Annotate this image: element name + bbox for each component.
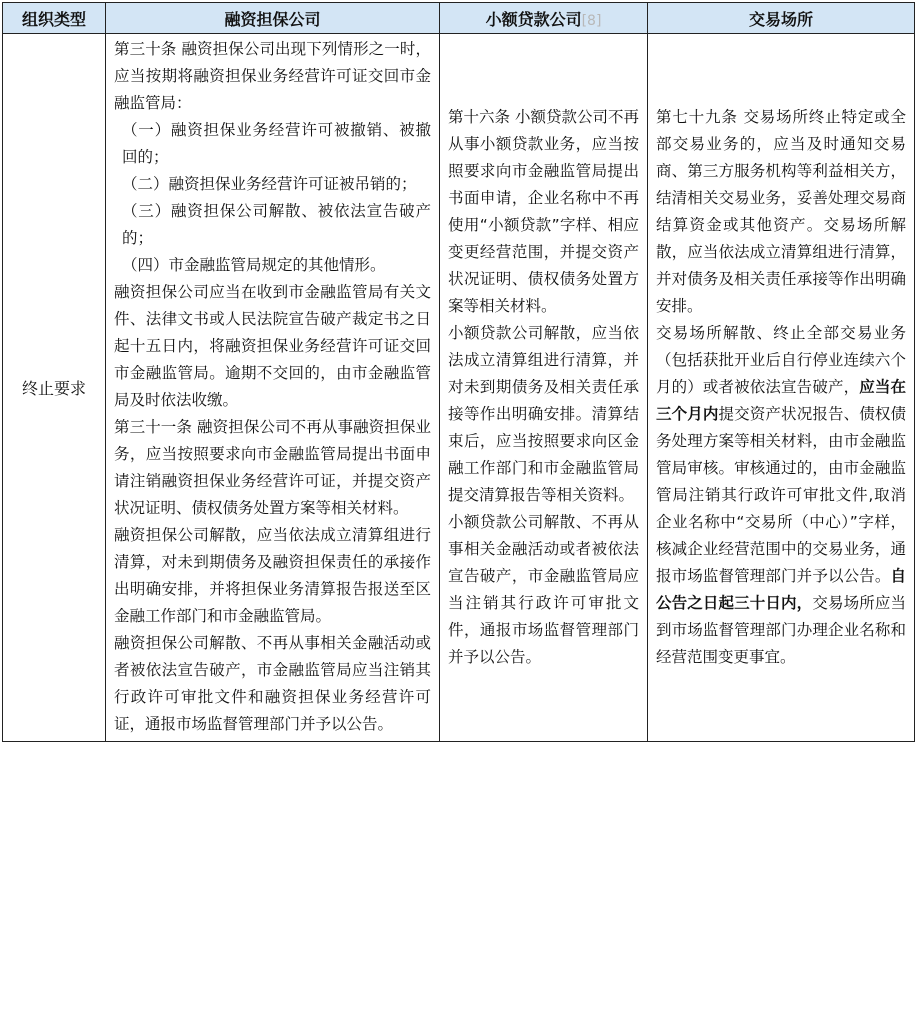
exchange-text-a: 交易场所解散、终止全部交易业务（包括获批开业后自行停业连续六个月的）或者被依法宣告破产， bbox=[656, 323, 906, 396]
termination-requirements-table bbox=[2, 2, 915, 742]
guarantee-revocation: 融资担保公司解散、不再从事相关金融活动或者被依法宣告破产，市金融监管局应当注销其行政许可审批文件和融资担保业务经营许可证，通报市场监督管理部门并予以公告。 bbox=[114, 634, 431, 733]
footnote-ref-link[interactable]: [8] bbox=[581, 12, 602, 29]
guarantee-article-30: 第三十条 融资担保公司出现下列情形之一时，应当按期将融资担保业务经营许可证交回市金融监管局： bbox=[114, 40, 431, 112]
header-loan-company bbox=[440, 3, 648, 34]
exchange-cell bbox=[648, 34, 915, 742]
guarantee-dissolution: 融资担保公司解散，应当依法成立清算组进行清算，对未到期债务及融资担保责任的承接作出明确安排，并将担保业务清算报告报送至区金融工作部门和市金融监管局。 bbox=[114, 526, 431, 625]
header-loan-company-label: 小额贷款公司 bbox=[485, 9, 582, 29]
guarantee-item-3: （三）融资担保公司解散、被依法宣告破产的； bbox=[122, 202, 431, 247]
loan-article-16: 第十六条 小额贷款公司不再从事小额贷款业务，应当按照要求向市金融监管局提出书面申请，企业名称中不再使用“小额贷款”字样、相应变更经营范围，并提交资产状况证明、债权债务处置方案等相关材料。 bbox=[448, 107, 639, 315]
guarantee-item-4: （四）市金融监管局规定的其他情形。 bbox=[122, 256, 386, 274]
row-label: 终止要求 bbox=[3, 34, 106, 742]
header-guarantee-company: 融资担保公司 bbox=[106, 3, 440, 34]
guarantee-article-31: 第三十一条 融资担保公司不再从事融资担保业务，应当按照要求向市金融监管局提出书面申请注销融资担保业务经营许可证，并提交资产状况证明、债权债务处置方案等相关材料。 bbox=[114, 418, 431, 517]
header-exchange: 交易场所 bbox=[648, 3, 915, 34]
exchange-bold-notice: 自公告之日起三十日内， bbox=[656, 566, 906, 612]
header-org-type: 组织类型 bbox=[3, 3, 106, 34]
guarantee-item-2: （二）融资担保业务经营许可证被吊销的； bbox=[122, 175, 417, 193]
guarantee-item-1: （一）融资担保业务经营许可被撤销、被撤回的； bbox=[122, 121, 431, 166]
loan-cell bbox=[440, 34, 648, 742]
table-row bbox=[3, 34, 915, 742]
exchange-text-b: 提交资产状况报告、债权债务处理方案等相关材料，由市金融监管局审核。审核通过的，由市金融监管局注销其行政许可审批文件,取消企业名称中“交易所（中心）”字样，核减企业经营范围中的交易业务，通报市场监督管理部门并予以公告。 bbox=[656, 404, 906, 585]
guarantee-cell bbox=[106, 34, 440, 742]
exchange-text-c: 交易场所应当到市场监督管理部门办理企业名称和经营范围变更事宜。 bbox=[656, 593, 906, 666]
exchange-article-79: 第七十九条 交易场所终止特定或全部交易业务的，应当及时通知交易商、第三方服务机构等利益相关方，结清相关交易业务，妥善处理交易商结算资金或其他资产。交易场所解散，应当依法成立清算组进行清算，并对债务及相关责任承接等作出明确安排。 bbox=[656, 107, 906, 315]
loan-dissolution: 小额贷款公司解散，应当依法成立清算组进行清算，并对未到期债务及相关责任承接等作出明确安排。清算结束后，应当按照要求向区金融工作部门和市金融监管局提交清算报告等相关资料。 bbox=[448, 323, 639, 504]
loan-revocation: 小额贷款公司解散、不再从事相关金融活动或者被依法宣告破产，市金融监管局应当注销其行政许可审批文件，通报市场监督管理部门并予以公告。 bbox=[448, 512, 639, 666]
header-row bbox=[3, 3, 915, 34]
exchange-bold-deadline: 应当在三个月内 bbox=[656, 377, 906, 423]
guarantee-return-license: 融资担保公司应当在收到市金融监管局有关文件、法律文书或人民法院宣告破产裁定书之日起十五日内，将融资担保业务经营许可证交回市金融监管局。逾期不交回的，由市金融监管局及时依法收缴。 bbox=[114, 283, 431, 409]
exchange-dissolution bbox=[656, 320, 906, 671]
